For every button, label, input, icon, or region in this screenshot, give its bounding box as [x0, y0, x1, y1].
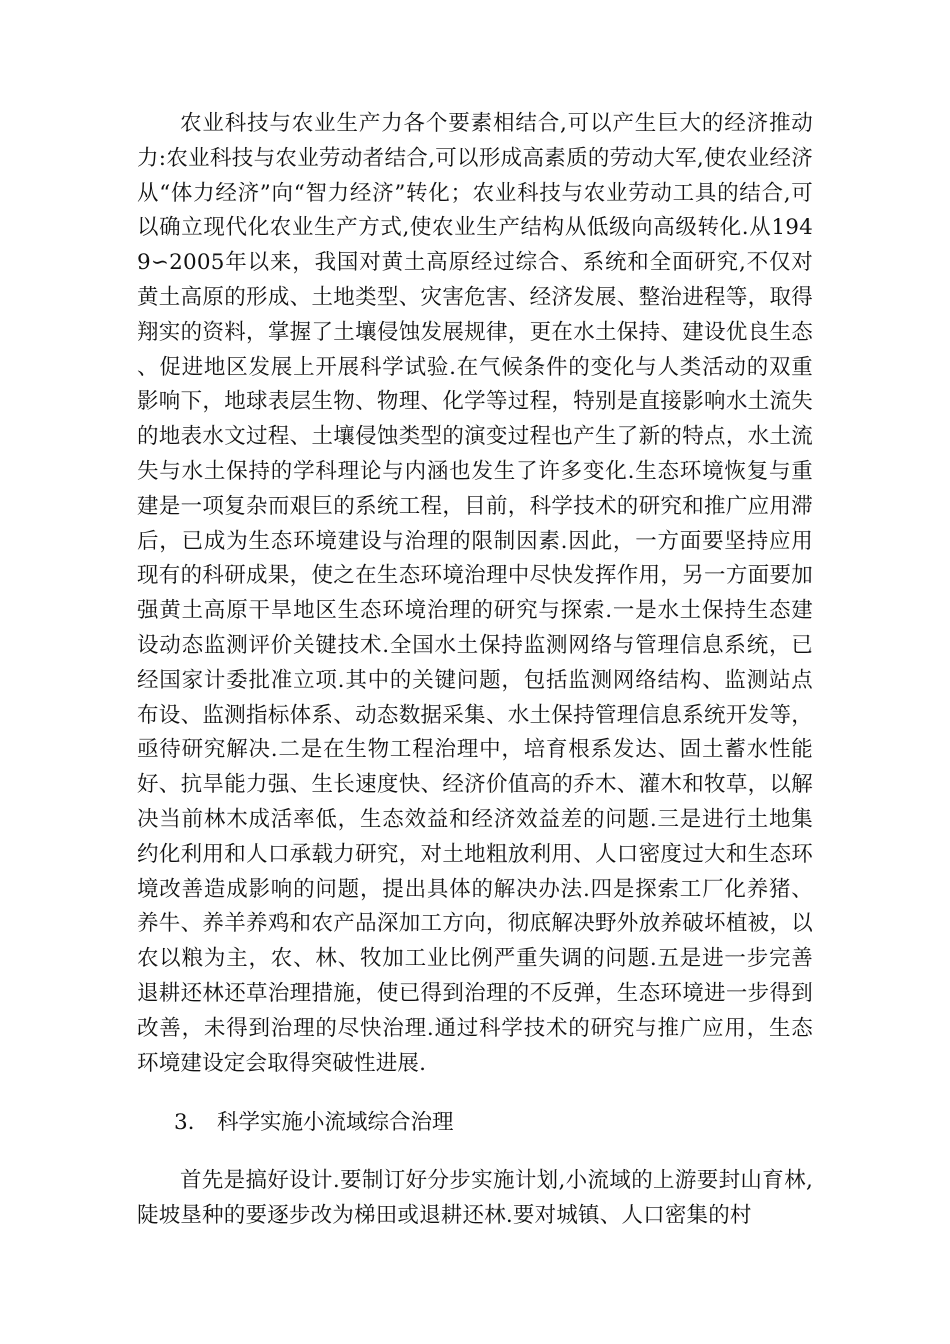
- section-number: 3.: [174, 1110, 195, 1135]
- section-heading: [174, 1108, 454, 1138]
- section-title: 科学实施小流域综合治理: [217, 1110, 454, 1135]
- body-paragraph: 首先是搞好设计.要制订好分步实施计划,小流域的上游要封山育林,陡坡垦种的要逐步改为梯田或退耕还林.要对城镇、人口密集的村: [137, 1168, 813, 1228]
- body-paragraph: 农业科技与农业生产力各个要素相结合,可以产生巨大的经济推动力:农业科技与农业劳动者结合,可以形成高素质的劳动大军,使农业经济从“体力经济”向“智力经济”转化；农业科技与农业劳动工具的结合,可以确立现代化农业生产方式,使农业生产结构从低级向高级转化.从1949∽2005年以来，我国对黄土高原经过综合、系统和全面研究,不仅对黄土高原的形成、土地类型、灾害危害、经济发展、整治进程等，取得翔实的资料，掌握了土壤侵蚀发展规律，更在水土保持、建设优良生态、促进地区发展上开展科学试验.在气候条件的变化与人类活动的双重影响下，地球表层生物、物理、化学等过程，特别是直接影响水土流失的地表水文过程、土壤侵蚀类型的演变过程也产生了新的特点，水土流失与水土保持的学科理论与内涵也发生了许多变化.生态环境恢复与重建是一项复杂而艰巨的系统工程，目前，科学技术的研究和推广应用滞后，已成为生态环境建设与治理的限制因素.因此，一方面要坚持应用现有的科研成果，使之在生态环境治理中尽快发挥作用，另一方面要加强黄土高原干旱地区生态环境治理的研究与探索.一是水土保持生态建设动态监测评价关键技术.全国水土保持监测网络与管理信息系统，已经国家计委批准立项.其中的关键问题，包括监测网络结构、监测站点布设、监测指标体系、动态数据采集、水土保持管理信息系统开发等，亟待研究解决.二是在生物工程治理中，培育根系发达、固土蓄水性能好、抗旱能力强、生长速度快、经济价值高的乔木、灌木和牧草，以解决当前林木成活率低，生态效益和经济效益差的问题.三是进行土地集约化利用和人口承载力研究，对土地粗放利用、人口密度过大和生态环境改善造成影响的问题，提出具体的解决办法.四是探索工厂化养猪、养牛、养羊养鸡和农产品深加工方向，彻底解决野外放养破坏植被，以农以粮为主，农、林、牧加工业比例严重失调的问题.五是进一步完善退耕还林还草治理措施，使已得到治理的不反弹，生态环境进一步得到改善，未得到治理的尽快治理.通过科学技术的研究与推广应用，生态环境建设定会取得突破性进展.: [137, 111, 813, 1076]
